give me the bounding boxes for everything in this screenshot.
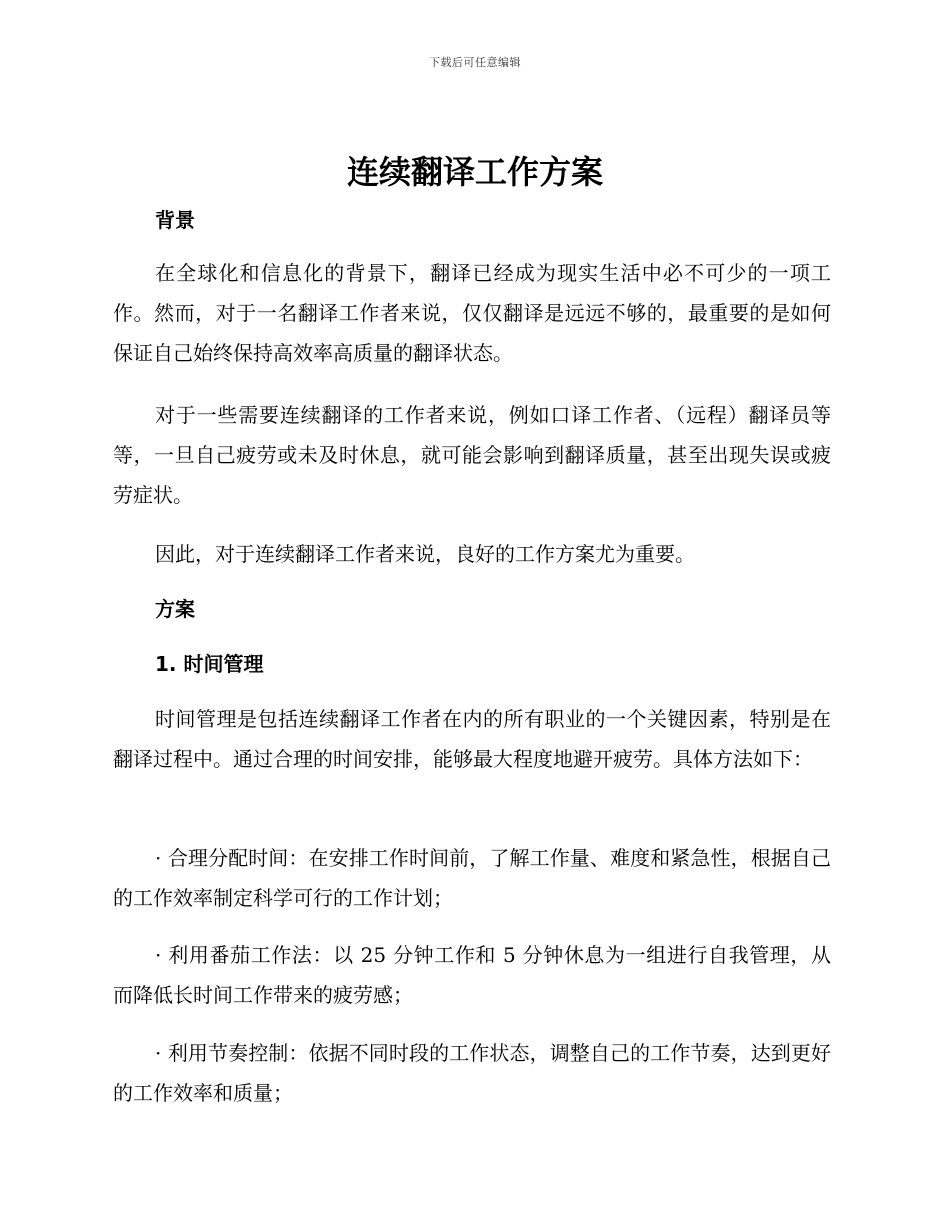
paragraph-background-1: 在全球化和信息化的背景下，翻译已经成为现实生活中必不可少的一项工作。然而，对于一名翻译工作者来说，仅仅翻译是远远不够的，最重要的是如何保证自己始终保持高效率高质量的翻译状态。 [113,261,831,365]
subsection-heading-time-management: 1. 时间管理 [155,652,264,676]
paragraph-time-intro: 时间管理是包括连续翻译工作者在内的所有职业的一个关键因素，特别是在翻译过程中。通过合理的时间安排，能够最大程度地避开疲劳。具体方法如下： [113,707,831,771]
bullet-item: · 合理分配时间：在安排工作时间前，了解工作量、难度和紧急性，根据自己的工作效率制定科学可行的工作计划； [113,846,831,910]
section-heading-background: 背景 [155,208,195,232]
bullet-item: · 利用番茄工作法：以 25 分钟工作和 5 分钟休息为一组进行自我管理，从而降低长时间工作带来的疲劳感； [113,943,831,1007]
paragraph-background-2: 对于一些需要连续翻译的工作者来说，例如口译工作者、（远程）翻译员等等，一旦自己疲劳或未及时休息，就可能会影响到翻译质量，甚至出现失误或疲劳症状。 [113,403,831,507]
document-title: 连续翻译工作方案 [346,153,603,191]
header-note: 下载后可任意编辑 [429,56,521,69]
section-heading-plan: 方案 [155,597,195,621]
paragraph-background-3: 因此，对于连续翻译工作者来说，良好的工作方案尤为重要。 [155,542,695,566]
bullet-item: · 利用节奏控制：依据不同时段的工作状态，调整自己的工作节奏，达到更好的工作效率和质量； [113,1041,831,1105]
